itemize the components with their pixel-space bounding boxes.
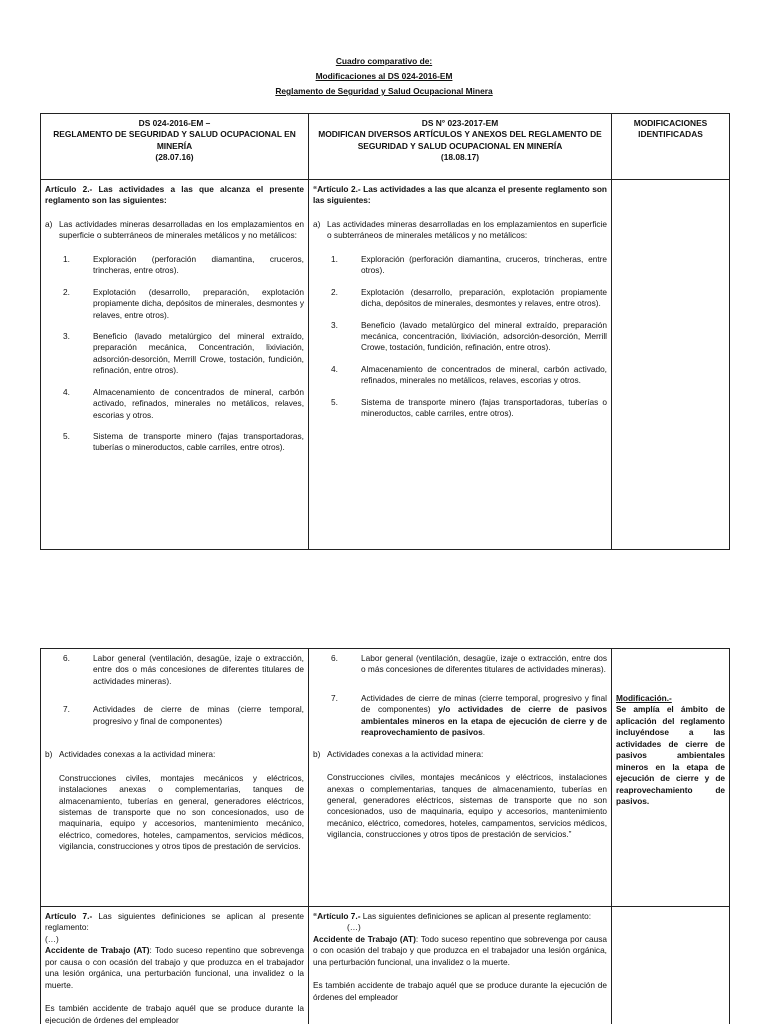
header-col-1-name: REGLAMENTO DE SEGURIDAD Y SALUD OCUPACIONAL EN MINERÍA (53, 129, 296, 151)
right-item-number: 4. (331, 363, 338, 374)
left-item-5 (63, 431, 304, 454)
header-col-2-name: MODIFICAN DIVERSOS ARTÍCULOS Y ANEXOS DEL REGLAMENTO DE SEGURIDAD Y SALUD OCUPACIONAL EN MINERÍA (318, 129, 602, 151)
right-item-7-added: y/o actividades de cierre de pasivos ambientales mineros en la etapa de ejecución de cierre y de reaprovechamiento de pasivos (361, 704, 607, 738)
right-item-4 (331, 364, 607, 387)
left-item-text: Explotación (desarrollo, preparación, explotación propiamente dicha, depósitos de minerales, desmontes y relaves, entre otros). (93, 286, 304, 320)
modification-title: Modificación.- (616, 693, 672, 703)
article-2-cont-row (41, 649, 730, 907)
right-item-text: Almacenamiento de concentrados de mineral, carbón activado, refinados, minerales no metálicos, relaves, escorias y otros. (361, 363, 607, 386)
left-item-text: Sistema de transporte minero (fajas transportadoras, tuberías o mineroductos, cable carriles, entre otros). (93, 431, 304, 453)
left-item-number: 4. (63, 386, 70, 397)
article-7-row (41, 907, 730, 1024)
art2-right-items (313, 254, 607, 420)
art2-right-a-text: Las actividades mineras desarrolladas en los emplazamientos en superficie o subterráneos de minerales metálicos y no metálicos: (327, 218, 607, 241)
art2-right-a-letter: a) (313, 218, 321, 229)
modification-text: Se amplía el ámbito de aplicación del reglamento incluyéndose a las actividades de cierre de pasivos ambientales mineros en la etapa de ejecución de cierre y de reaprovechamiento de pasivos. (616, 704, 725, 806)
art2c-left-b-text: Construcciones civiles, montajes mecánicos y eléctricos, instalaciones anexas o complementarias, tanques de almacenamiento, tuberías en general, generadores eléctricos, sistemas de transporte que no son concesionados, uso de maquinaria, equipo y accesorios, mantenimiento mecánico, eléctrico, comedores, hoteles, campamentos, servicios médicos, vigilancia, construcciones y otros tipos de prestación de servicios. (59, 772, 304, 852)
art2-right-intro: “Artículo 2.- Las actividades a las que alcanza el presente reglamento son las siguientes: (313, 184, 607, 206)
right-item-text: Exploración (perforación diamantina, cruceros, trincheras, entre otros). (361, 253, 607, 276)
left-item-6: 6. Labor general (ventilación, desagüe, izaje o extracción, entre dos o más concesiones de diferentes titulares de actividades mineras). (63, 653, 304, 686)
art7-right-intro: “Artículo 7.- Las siguientes definiciones se aplican al presente reglamento: (313, 911, 592, 921)
right-item-text: Explotación (desarrollo, preparación, explotación propiamente dicha, depósitos de minerales, desmontes y relaves, entre otros). (361, 286, 607, 309)
art7-right-def: Accidente de Trabajo (AT): Todo suceso repentino que sobrevenga por causa o con ocasión del trabajo y que produzca en el trabajador una lesión orgánica, una perturbación funcional, una invalidez o la muerte. (313, 933, 607, 967)
art7-left-ellipsis: (…) (45, 933, 59, 944)
header-col-3 (612, 114, 730, 180)
header-col-2-date: (18.08.17) (440, 152, 480, 163)
right-item-text: Sistema de transporte minero (fajas transportadoras, tuberías o mineroductos, cable carriles, entre otros). (361, 396, 607, 419)
art7-left-next: Es también accidente de trabajo aquél que se produce durante la ejecución de órdenes del empleador (45, 1003, 304, 1024)
left-item-number: 2. (63, 286, 70, 297)
right-item-5 (331, 397, 607, 420)
left-item-number: 1. (63, 253, 70, 264)
right-item-text: Beneficio (lavado metalúrgico del mineral extraído, preparación mecánica, concentración, lixiviación, adsorción-desorción, Merrill Crowe, tostación, fundición, refinación, entre otros). (361, 319, 607, 353)
left-item-number: 5. (63, 431, 70, 441)
header-col-2-code: DS N° 023-2017-EM (421, 118, 499, 128)
right-item-2 (331, 287, 607, 310)
art7-right-cell (309, 907, 612, 1024)
header-col-1-code: DS 024-2016-EM – (138, 118, 211, 128)
art2c-right-cell (309, 649, 612, 907)
left-item-3 (63, 331, 304, 377)
header-col-3-name: MODIFICACIONES IDENTIFICADAS (633, 118, 708, 140)
art7-left-cell (41, 907, 309, 1024)
art7-left-intro: Artículo 7.- Las siguientes definiciones se aplican al presente reglamento: (45, 911, 304, 933)
art2-left-a-letter: a) (45, 218, 53, 229)
art7-right-next: Es también accidente de trabajo aquél que se produce durante la ejecución de órdenes del empleador (313, 980, 607, 1002)
doc-title-line-3: Reglamento de Seguridad y Salud Ocupacional Minera (275, 86, 493, 96)
left-item-2 (63, 287, 304, 321)
art2-left-intro: Artículo 2.- Las actividades a las que alcanza el presente reglamento son las siguientes: (45, 184, 304, 206)
left-item-text: Beneficio (lavado metalúrgico del mineral extraído, preparación mecánica, Concentración, lixiviación, adsorción-desorción, Merrill Crowe, tostación, fundición, refinación, entre otros). (93, 330, 304, 376)
art2c-right-b: b) Actividades conexas a la actividad minera: (313, 748, 484, 759)
left-item-number: 3. (63, 330, 70, 341)
left-item-text: Almacenamiento de concentrados de mineral, carbón activado, refinados, minerales no metálicos, relaves, escorias y otros. (93, 386, 304, 420)
art7-mod-cell (612, 907, 730, 1024)
art2c-right-b-text: Construcciones civiles, montajes mecánicos y eléctricos, instalaciones anexas o complementarias, tanques de almacenamiento, tuberías en general, generadores eléctricos, sistemas de transporte que no son concesionados, uso de maquinaria, equipo y accesorios, mantenimiento mecánico, eléctrico, comedores, hoteles, campamentos, servicios médicos, vigilancia, construcciones y otros tipos de prestación de servicios.” (327, 772, 607, 840)
article-2-row (41, 180, 730, 550)
art2-mod-cell (612, 180, 730, 550)
left-item-1 (63, 254, 304, 277)
doc-title-line-2: Modificaciones al DS 024-2016-EM (315, 71, 453, 81)
right-item-7-base: Actividades de cierre de minas (cierre temporal, progresivo y final de componentes) (361, 692, 607, 715)
right-item-3 (331, 320, 607, 354)
art2-left-a (45, 219, 304, 242)
comparison-table-2 (40, 648, 730, 1024)
doc-title-line-1: Cuadro comparativo de: (335, 56, 433, 66)
right-item-6: 6. Labor general (ventilación, desagüe, izaje o extracción, entre dos o más concesiones de diferentes titulares de actividades mineras). (331, 653, 607, 675)
right-item-7: 7. Actividades de cierre de minas (cierre temporal, progresivo y final de componentes) y/o actividades de cierre de pasivos ambientales mineros en la etapa de ejecución de cierre y de reaprovechamiento de pasivos. (331, 692, 607, 738)
art2-right-cell (309, 180, 612, 550)
art7-left-def: Accidente de Trabajo (AT): Todo suceso repentino que sobrevenga por causa o con ocasión del trabajo y que produzca en el trabajador una lesión orgánica, una perturbación funcional, una invalidez o la muerte. (45, 945, 304, 990)
right-item-number: 2. (331, 286, 338, 297)
comparison-table-1 (40, 113, 730, 550)
art2-left-a-text: Las actividades mineras desarrolladas en los emplazamientos en superficie o subterráneos de minerales metálicos y no metálicos: (59, 218, 304, 241)
art2-left-cell (41, 180, 309, 550)
header-col-1-date: (28.07.16) (155, 152, 194, 163)
art2-right-a (313, 219, 607, 242)
right-item-1 (331, 254, 607, 277)
art2c-left-cell (41, 649, 309, 907)
header-row (41, 114, 730, 180)
left-item-4 (63, 387, 304, 421)
header-col-2 (309, 114, 612, 180)
art2c-left-b: b) Actividades conexas a la actividad minera: (45, 749, 216, 760)
art2c-mod-cell (612, 649, 730, 907)
header-col-1 (41, 114, 309, 180)
right-item-number: 1. (331, 253, 338, 264)
art2-left-items (45, 254, 304, 454)
left-item-7: 7. Actividades de cierre de minas (cierre temporal, progresivo y final de componentes) (63, 704, 304, 726)
art7-right-ellipsis: (…) (347, 922, 361, 933)
right-item-number: 3. (331, 319, 338, 330)
right-item-number: 5. (331, 396, 338, 407)
left-item-text: Exploración (perforación diamantina, cruceros, trincheras, entre otros). (93, 253, 304, 276)
